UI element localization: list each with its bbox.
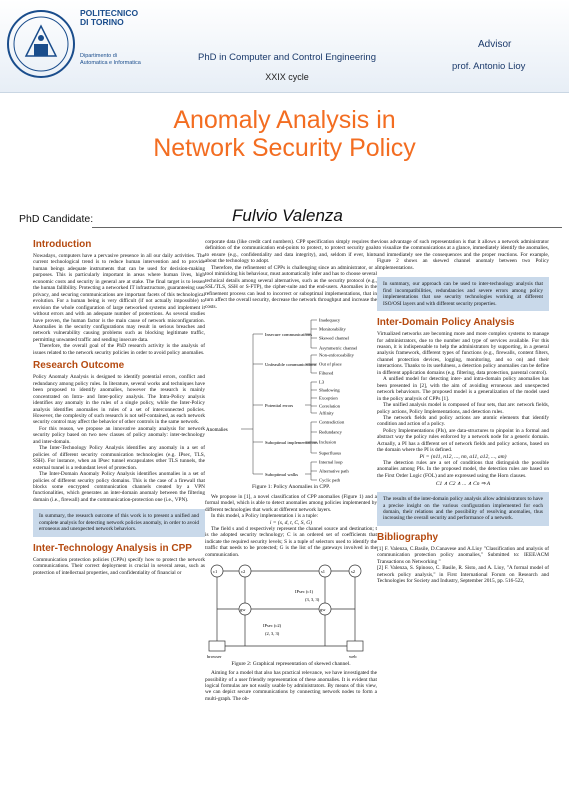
col3-paragraph-1: vious advantage of such representation is that it allows a network administrator to visualize the communications at a glance, immediately identify the anomalies, and immediately see the consequences and the proper reactions. For example, Figure 2 shows an skewed channel anomaly between two Policy Implementations. [377,239,549,271]
col2-paragraph-1: corporate data (like credit card numbers). CPP specification simply requires the definition of the communication end-points to protect, to protect security goals to ensure (e.g., confidentiality and data integrity), and, seldom if ever, hints about the technology to adopt. [205,239,377,265]
column-2 [205,239,377,702]
fig2-label-333: (3, 3, 3) [305,597,320,603]
divider [92,227,562,228]
fig1-leaf-label: Affinity [319,410,334,416]
intro-paragraph-2: Therefore, the overall goal of the PhD research activity is the analysis of issues related to the network security policies in order to avoid policy anomalies. [33,343,205,356]
summary-box-2: In summary, our approach can be used to inter-technology analysis that find incompatibilities, redundancies and severe errors among policy implementations that use security technologies working at different ISO/OSI layers and with different security properties. [377,277,549,311]
cycle-label: XXIX cycle [265,72,309,82]
fig2-label-ipsec-c2: IPsec (c2) [263,623,282,629]
fig2-node-gw-1: gw [240,607,246,613]
fig1-group-suboptimal-walks: Suboptimal walks [265,471,299,477]
summary-box-3: The results of the inter-domain policy analysis allow administrators to have a precise insight on the various configuration implemented for each domain, their relations and the possibility of resolving anomalies, thus increasing the overall security and performance of a network. [377,492,549,526]
section-heading-research: Research Outcome [33,360,125,372]
department-name: Dipartimento di Automatica e Informatica [80,53,141,66]
candidate-name: Fulvio Valenza [232,206,343,225]
politecnico-seal-logo [6,8,76,80]
fig2-node-s1: s1 [321,569,326,575]
fig1-leaf-label: Filtered [319,370,334,376]
inter-domain-paragraph-4: The network fields and policy actions are atomic elements that identify condition and action of a policy. [377,414,549,428]
fig1-root-label: Anomalies [206,427,228,433]
inter-domain-paragraph-5: Policy Implementations (PIs), are data-structures to pinpoint in a formal and abstract way the policy rules enforced by a network node for a generic domain. Actually, a PI has a different set of network fields and policy actions, based on the domain where the PI is defined. [377,427,549,454]
fig1-group-insecure: Insecure communications [265,331,313,337]
fig1-leaf-label: Skewed channel [319,335,349,341]
col2-paragraph-3: We propose in [1], a novel classification of CPP anomalies (Figure 1) and a formal model, which is able to detect anomalies among policies implemented by different technologies that work at different network layers. [205,493,377,513]
inter-domain-paragraph-2: A unified model for detecting inter- and intra-domain policy anomalies has been presented in [2], with the aim of avoiding erroneous and unexpected network behaviours. The proposed model is a generalization of the model used in the policy analysis of CPPs [1]. [377,376,549,402]
institution-name: POLITECNICO DI TORINO [80,8,139,27]
figure-1-anomaly-tree [205,314,377,484]
fig1-leaf-label: Asymmetric channel [319,345,358,351]
figure-2-skewed-channel [205,561,377,661]
section-heading-inter-technology: Inter-Technology Analysis in CPP [33,542,192,554]
intro-paragraph: Nowadays, computers have a pervasive presence in all our daily activities. The current technological trend is to reduce human intervention and to provide human beings adequate instruments that can be used for decision-making purposes. This is particularly important in areas where human lives, high economic costs and security in general are at stake. The final target is to lessen the human fallibility. Protecting a networked IT infrastructure, guaranteeing user privacy, and securing communications are important facets of this technological evolution. For a human being is very difficult (if not actually impossible) to envision the whole configuration of large networked systems and implement it without errors and with an adequate number of protections. As several studies have proven, the human factor is the main cause of network misconfiguration. Anomalies in the security configurations may result in serious breaches and network vulnerability causing problems such as blocking legitimate traffic, permitting unwanted traffic and sending insecure data. [33,253,205,343]
fig1-leaf-label: Non-enforceability [319,352,354,358]
fig1-leaf-label: Inclusion [319,439,337,445]
formula-policy-tuple: i = (s, d, t, C, S, G) [269,519,313,526]
fig2-node-c2: c2 [241,569,246,575]
fig1-leaf-label: Cyclic path [319,477,341,483]
fig2-web-label: web [349,654,357,660]
fig1-leaf-label: Out of place [319,361,342,367]
column-1 [33,239,205,576]
fig1-leaf-label: Inadequacy [319,317,341,323]
reference-1: [1] F. Valenza, C.Basile, D.Canavese and A.Lioy "Classification and analysis of communication protection policy anomalies," Submitted to: IEEE/ACM Transactions on Networking " [377,545,549,565]
fig1-leaf-label: Redundancy [319,429,342,435]
title-line-1: Anomaly Analysis in [173,106,396,134]
col2-paragraph-4: In this model, a Policy implementation i is a tuple: [211,513,319,520]
program-name: PhD in Computer and Control Engineering [198,52,376,63]
figure-1-caption: Figure 1: Policy Anomalies in CPP. [252,483,330,490]
fig1-group-potential-errors: Potential errors [265,402,294,408]
research-paragraph-2: For this reason, we propose an innovative anomaly analysis for network security policy based on two new classes of policy anomaly: inter-technology and inter-domain. [33,425,205,445]
col2-paragraph-6: Aiming for a model that also has practical relevance, we have investigated the possibility of a user friendly representation of these anomalies. It is evident that logical formulas are not easily usable by administrators. By means of this view, we can depict secure communications by connecting network nodes to form a multi-graph. The ob- [205,670,377,702]
summary-box: In summary, the research outcome of this work is to present a unified and complete analysis for detecting network policies anomaly, in order to avoid erroneous and unexpected network behaviors. [33,509,205,536]
title-line-2: Network Security Policy [153,134,416,162]
research-paragraph-4: The Inter-Domain Anomaly Policy Analysis identifies anomalies in a set of policies of different security policy domains. This is the case of a firewall that blocks some encrypted communication channels created by a VPN functionalities, which generates an inter-domain anomaly between the filtering domain (i.e., firewall) and the communication-protection one (i.e., VPN). [33,471,205,503]
col2-paragraph-2: Therefore, the refinement of CPPs is challenging since an administrator, or a tool mimicking his behaviour, must automatically infer and has to choose several technical details among several alternatives, such as the security protocol (e.g., SSL/TLS, SSH or S-FTP), the cipher-suite and the end-users. Anomalies in the refinement process can lead to incorrect or suboptimal implementations, that in turn affect the overall security, decrease the network throughput and increase the costs. [205,264,377,310]
section-heading-bibliography: Bibliography [377,531,439,543]
fig1-leaf-label: Alternative path [319,468,349,474]
fig2-node-s2: s2 [351,569,356,575]
fig1-leaf-label: Monitorability [319,326,346,332]
fig1-leaf-label: Correlation [319,403,340,409]
fig1-group-unfeasible: Unfeasible communications [265,361,317,367]
fig2-node-c1: c1 [213,569,218,575]
fig1-leaf-label: Shadowing [319,387,340,393]
formula-policy-implementation: Pi = (n11, n12, ..., nn, a11, a12, ..., am) [419,453,507,460]
research-paragraph-3: The Inter-Technology Policy Analysis identifies any anomaly in a set of policies of different security communication technologies (e.g. IPsec, TLS, SSH). For instance, when an IPsec tunnel encapsulates other TLS tunnels, the external tunnel is a redundant level of protection. [33,445,205,471]
col2-paragraph-5: The field s and d respectively represent the channel source and destination; t is the adopted security technology; C is an ordered set of coefficients that indicate the required security levels; S is a tuple of selectors used to identify the traffic that needs to be protected; G is the list of the gateways involved in the communication. [205,525,377,558]
reference-2: [2] F. Valenza, S. Spinoso, C. Basile, R. Sisto, and A. Lioy, "A formal model of network policy analysis," in First International Forum on Research and Technologies for Society and Industry, September 2015, pp. 516-522, [377,565,549,585]
advisor-name: prof. Antonio Lioy [452,61,526,72]
fig1-leaf-label: Internal loop [319,459,343,465]
fig1-leaf-label: Exception [319,395,338,401]
fig1-leaf-label: Superfluous [319,450,342,456]
inter-technology-paragraph: Communication protection policies (CPPs) specify how to protect the network communications. Their correct deployment is crucial in several areas, such as protection of intellectual properties, and confidentiality of financial or [33,556,205,576]
candidate-label: PhD Candidate: [19,213,94,225]
fig1-group-suboptimal-impl: Suboptimal implementations [265,439,318,445]
fig1-leaf-label: Contradiction [319,419,345,425]
section-heading-inter-domain: Inter-Domain Policy Analysis [377,317,515,329]
research-paragraph-1: Policy Anomaly Analysis is designed to identify potential errors, conflict and redundancy among policy rules. In literature, several works and techniques have been proposed to identify anomalies, however the research is mainly concentrated on Intra- and Inter-policy analysis. The Intra-Policy analysis identifies any anomaly in the rules of a single policy, while the Inter-Policy analysis identifies anomalies in rules of a set of interconnected policies. However, the complexity of such research is not self-contained, as each network security control may affect the behavior of other controls in the same network. [33,374,205,426]
column-3 [377,239,549,585]
figure-2-caption: Figure 2: Graphical representation of skewed channel. [231,661,351,668]
formula-horn-clause: C1 ∧ C2 ∧ ... ∧ Cn ⇒ A [435,481,491,488]
section-heading-introduction: Introduction [33,239,92,250]
inter-domain-paragraph-6: The detection rules are a set of conditions that distinguish the possible anomalies among PIs. In the proposed model, the detection rules are based on the First Order Logic (FOL) and are expressed using the Horn clauses. [377,459,549,479]
fig2-label-ipsec-c1: IPsec (c1) [295,589,314,595]
fig2-browser-label: browser [207,654,222,660]
poster-header [0,0,569,93]
fig2-label-233: (2, 3, 3) [265,631,280,637]
fig2-node-gw-2: gw [320,607,326,613]
inter-domain-paragraph-1: Virtualized networks are becoming more and more complex systems to manage for administrators, due to the number and type of services available. For this reason, it is indispensable to help the administrators by supporting, in a general analysis framework, different types of functions (e.g., firewalls, content filters, channel protection devices, logging, monitoring, and so on) and their interactions. Thanks to its usefulness, a detection policy anomalies can be define in different application domains (e.g. filtering, data protection, parental control). [377,331,549,376]
advisor-label: Advisor [478,39,512,50]
inter-domain-paragraph-3: The unified analysis model is composed of four sets, that are: network fields, policy actions, Policy Implementations, and detection rules. [377,402,549,415]
fig1-leaf-label: L3 [319,379,325,385]
